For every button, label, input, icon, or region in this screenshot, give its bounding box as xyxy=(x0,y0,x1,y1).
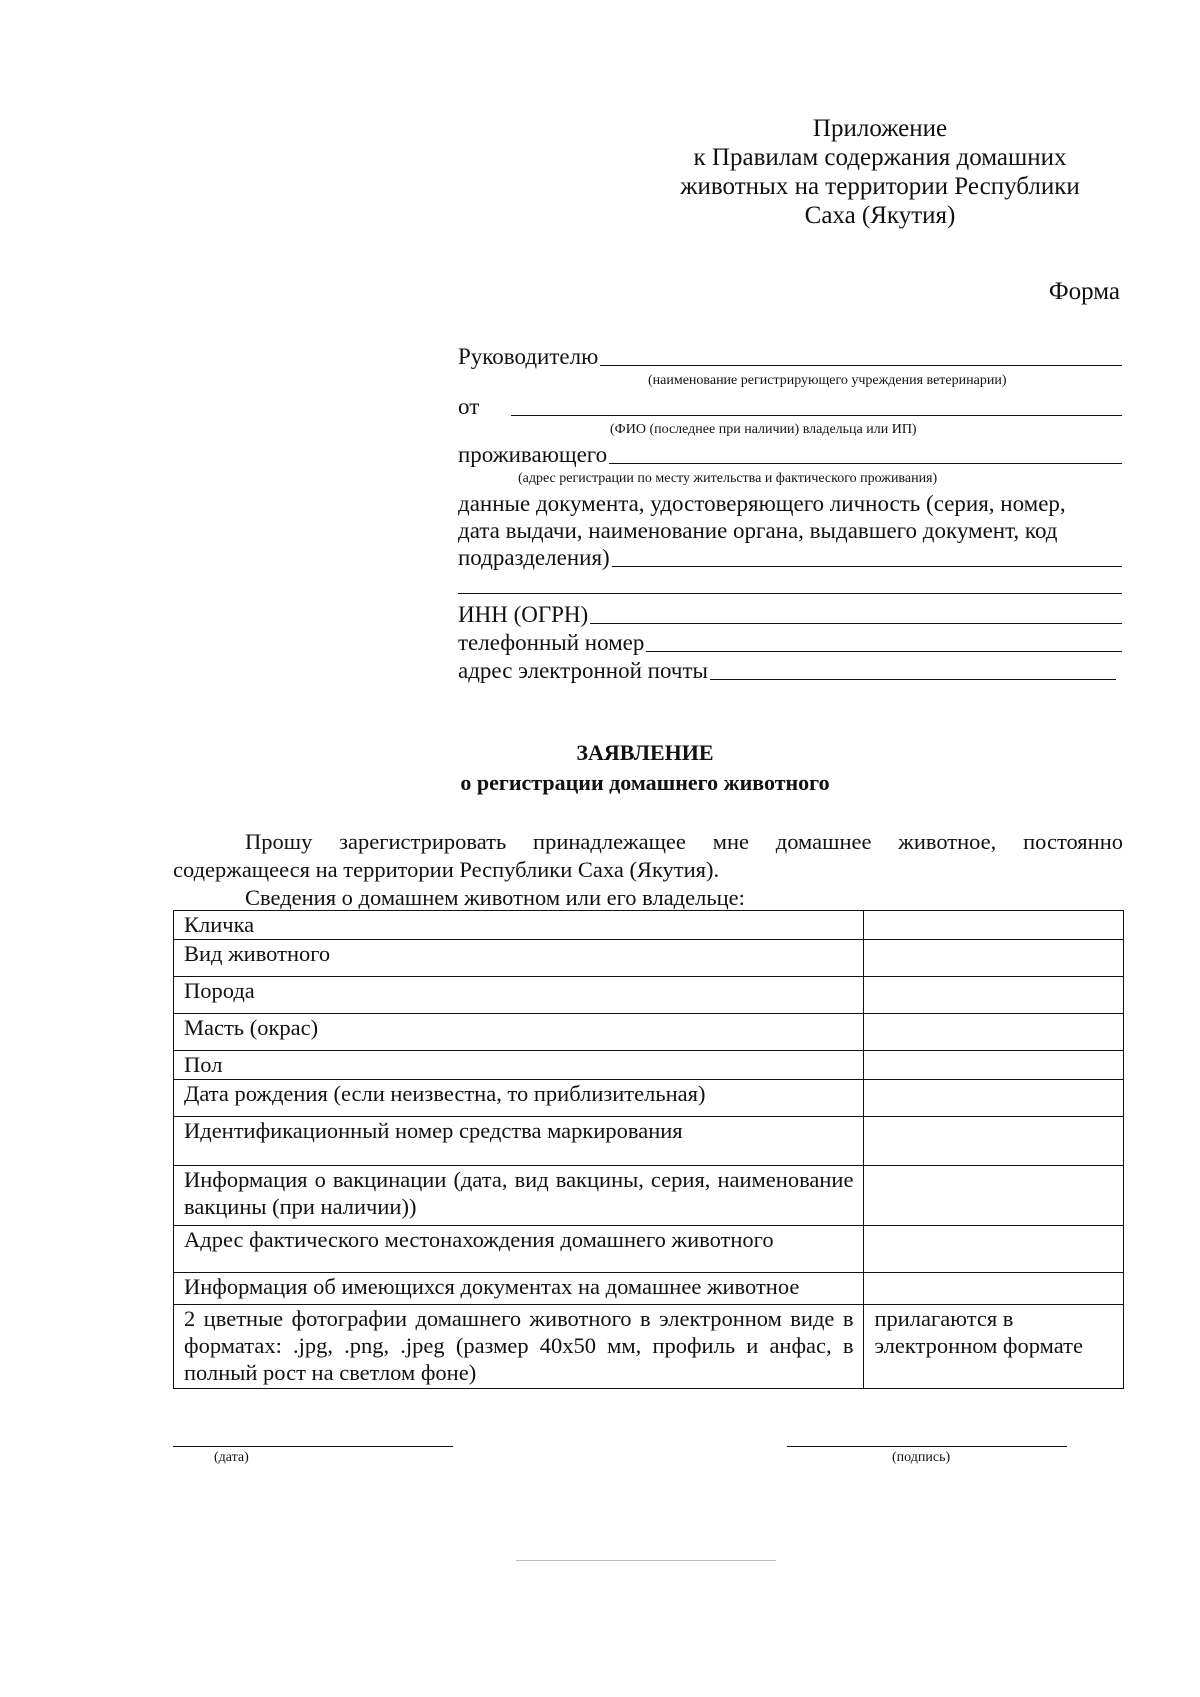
appendix-line-3: животных на территории Республики xyxy=(680,173,1080,200)
animal-info-table xyxy=(173,910,1124,1389)
appendix-line-4: Саха (Якутия) xyxy=(804,202,956,229)
residing-input-line[interactable] xyxy=(609,463,1122,464)
from-input-line[interactable] xyxy=(511,415,1122,416)
row-label: Кличка xyxy=(174,911,864,940)
table-row xyxy=(174,1014,1124,1051)
table-row xyxy=(174,1117,1124,1166)
id-doc-line-2: дата выдачи, наименование органа, выдавшего документ, код xyxy=(458,518,1058,543)
id-doc-label: подразделения) xyxy=(458,545,610,570)
row-label: Идентификационный номер средства маркирования xyxy=(174,1117,864,1166)
info-intro: Сведения о домашнем животном или его владельце: xyxy=(245,885,745,910)
row-label: 2 цветные фотографии домашнего животного в электронном виде в форматах: .jpg, .png, .jpeg (размер 40x50 мм, профиль и анфас, в полный рост на светлом фоне) xyxy=(174,1305,864,1389)
table-row xyxy=(174,1305,1124,1389)
animal-info-table-body xyxy=(174,911,1124,1389)
row-label: Дата рождения (если неизвестна, то приблизительная) xyxy=(174,1080,864,1117)
statement-title-main: ЗАЯВЛЕНИЕ xyxy=(576,740,714,765)
row-label: Масть (окрас) xyxy=(174,1014,864,1051)
table-row xyxy=(174,1273,1124,1305)
inn-field[interactable] xyxy=(458,602,1122,628)
appendix-header xyxy=(640,114,1120,230)
inn-input-line[interactable] xyxy=(590,623,1122,624)
date-hint: (дата) xyxy=(214,1450,249,1465)
residing-hint: (адрес регистрации по месту жительства и фактического проживания) xyxy=(518,471,938,486)
table-row xyxy=(174,1080,1124,1117)
id-doc-field[interactable] xyxy=(458,545,1122,571)
signature-hint: (подпись) xyxy=(892,1450,951,1465)
head-label: Руководителю xyxy=(458,344,599,369)
row-label: Информация об имеющихся документах на домашнее животное xyxy=(174,1273,864,1305)
row-value[interactable] xyxy=(864,1166,1124,1226)
head-input-line[interactable] xyxy=(600,365,1122,366)
date-line[interactable] xyxy=(173,1446,453,1447)
row-value[interactable] xyxy=(864,977,1124,1014)
id-doc-line-1: данные документа, удостоверяющего личность (серия, номер, xyxy=(458,491,1066,516)
statement-title-sub: о регистрации домашнего животного xyxy=(460,770,830,795)
head-hint: (наименование регистрирующего учреждения ветеринарии) xyxy=(648,373,1007,388)
appendix-line-1: Приложение xyxy=(812,115,948,142)
residing-field[interactable] xyxy=(458,442,1122,468)
email-label: адрес электронной почты xyxy=(458,658,708,683)
phone-field[interactable] xyxy=(458,630,1122,656)
row-value[interactable] xyxy=(864,940,1124,977)
row-value[interactable] xyxy=(864,1273,1124,1305)
row-value[interactable] xyxy=(864,1051,1124,1080)
table-row xyxy=(174,1051,1124,1080)
from-label: от xyxy=(458,394,480,419)
row-value[interactable] xyxy=(864,1117,1124,1166)
signature-line[interactable] xyxy=(787,1446,1067,1447)
row-label: Адрес фактического местонахождения домашнего животного xyxy=(174,1226,864,1273)
request-text: Прошу зарегистрировать принадлежащее мне домашнее животное, постоянно содержащееся на территории Республики Саха (Якутия). xyxy=(173,829,1123,882)
row-label: Порода xyxy=(174,977,864,1014)
table-row xyxy=(174,1226,1124,1273)
email-input-line[interactable] xyxy=(710,679,1116,680)
head-field[interactable] xyxy=(458,344,1122,370)
row-value[interactable]: прилагаются в электронном формате xyxy=(864,1305,1124,1389)
from-hint: (ФИО (последнее при наличии) владельца или ИП) xyxy=(610,422,917,437)
table-row xyxy=(174,940,1124,977)
from-field[interactable] xyxy=(458,394,1122,420)
appendix-line-2: к Правилам содержания домашних xyxy=(693,144,1067,171)
row-value[interactable] xyxy=(864,1014,1124,1051)
phone-label: телефонный номер xyxy=(458,630,645,655)
request-paragraph xyxy=(173,828,1123,884)
table-row xyxy=(174,977,1124,1014)
id-doc-text xyxy=(458,490,1122,544)
row-label: Вид животного xyxy=(174,940,864,977)
footer-divider xyxy=(516,1560,776,1561)
row-value[interactable] xyxy=(864,1226,1124,1273)
table-row xyxy=(174,911,1124,940)
row-label: Информация о вакцинации (дата, вид вакцины, серия, наименование вакцины (при наличии)) xyxy=(174,1166,864,1226)
phone-input-line[interactable] xyxy=(646,651,1122,652)
inn-label: ИНН (ОГРН) xyxy=(458,602,589,627)
row-value[interactable] xyxy=(864,1080,1124,1117)
residing-label: проживающего xyxy=(458,442,608,467)
email-field[interactable] xyxy=(458,658,1116,684)
row-value[interactable] xyxy=(864,911,1124,940)
row-label: Пол xyxy=(174,1051,864,1080)
table-row xyxy=(174,1166,1124,1226)
statement-title xyxy=(0,738,1200,798)
form-label: Форма xyxy=(1048,278,1120,305)
id-doc-input-line[interactable] xyxy=(612,566,1122,567)
id-doc-extra-line[interactable] xyxy=(458,593,1122,594)
